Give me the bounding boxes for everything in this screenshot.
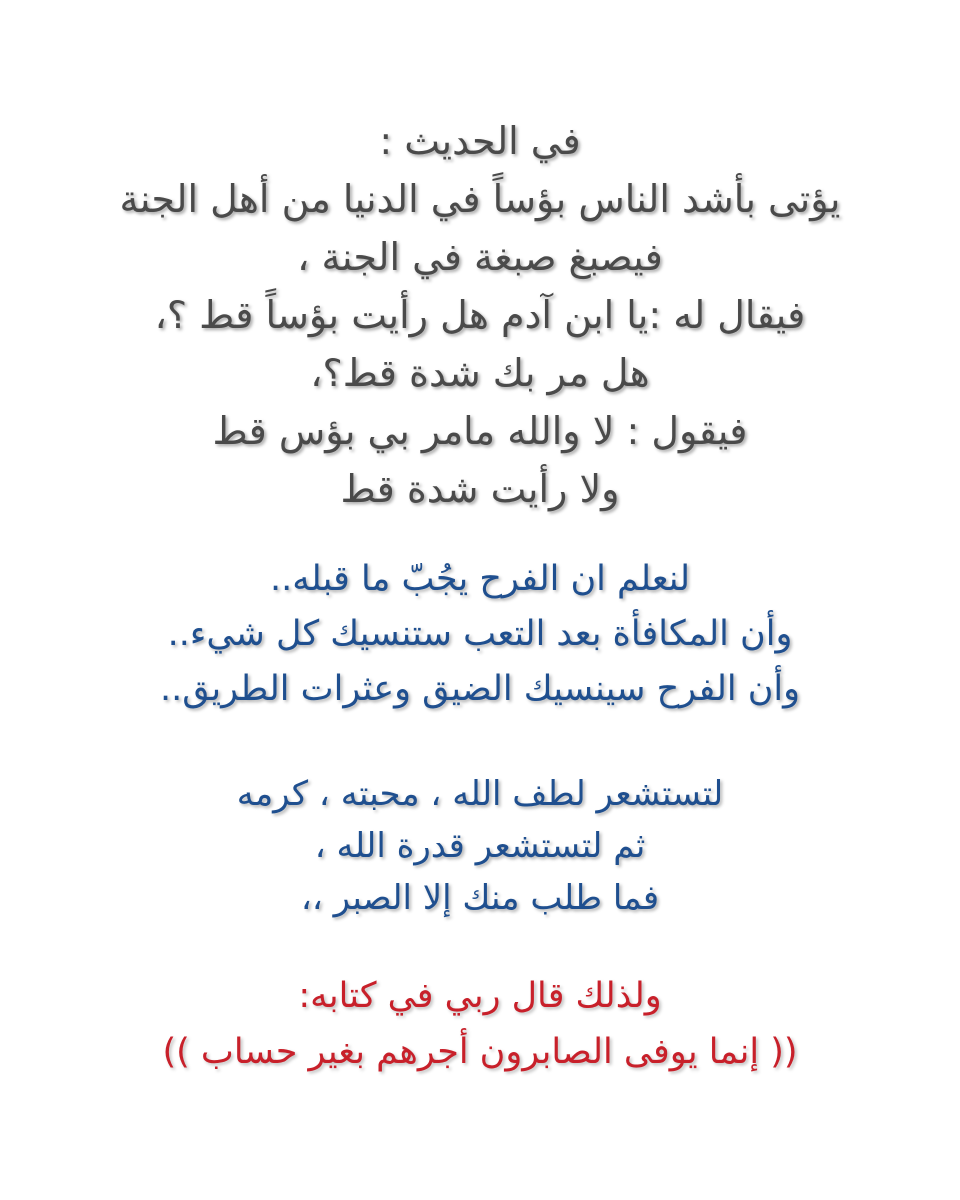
verse-intro: ولذلك قال ربي في كتابه:: [298, 976, 662, 1016]
lesson-line: وأن الفرح سينسيك الضيق وعثرات الطريق..: [159, 669, 801, 709]
hadith-line: يؤتى بأشد الناس بؤساً في الدنيا من أهل الجنة: [119, 177, 841, 221]
reflection-block: [40, 768, 920, 924]
reflection-line: ثم لتستشعر قدرة الله ،: [314, 826, 646, 866]
hadith-line: فيصبغ صبغة في الجنة ،: [297, 235, 663, 279]
reflection-line: فما طلب منك إلا الصبر ،،: [300, 878, 660, 918]
verse-block: [40, 968, 920, 1080]
lesson-line: وأن المكافأة بعد التعب ستنسيك كل شيء..: [167, 614, 793, 654]
hadith-line: هل مر بك شدة قط؟،: [310, 351, 650, 395]
hadith-line: فيقال له :يا ابن آدم هل رأيت بؤساً قط ؟،: [154, 293, 806, 337]
lesson-block: [40, 552, 920, 717]
hadith-block: [40, 112, 920, 518]
lesson-line: لنعلم ان الفرح يجُبّ ما قبله..: [269, 559, 691, 599]
hadith-line: فيقول : لا والله مامر بي بؤس قط: [212, 409, 748, 453]
hadith-line: ولا رأيت شدة قط: [340, 467, 620, 511]
verse-quote: (( إنما يوفى الصابرون أجرهم بغير حساب )): [162, 1032, 798, 1072]
reflection-line: لتستشعر لطف الله ، محبته ، كرمه: [236, 774, 724, 814]
hadith-line: في الحديث :: [379, 119, 581, 163]
